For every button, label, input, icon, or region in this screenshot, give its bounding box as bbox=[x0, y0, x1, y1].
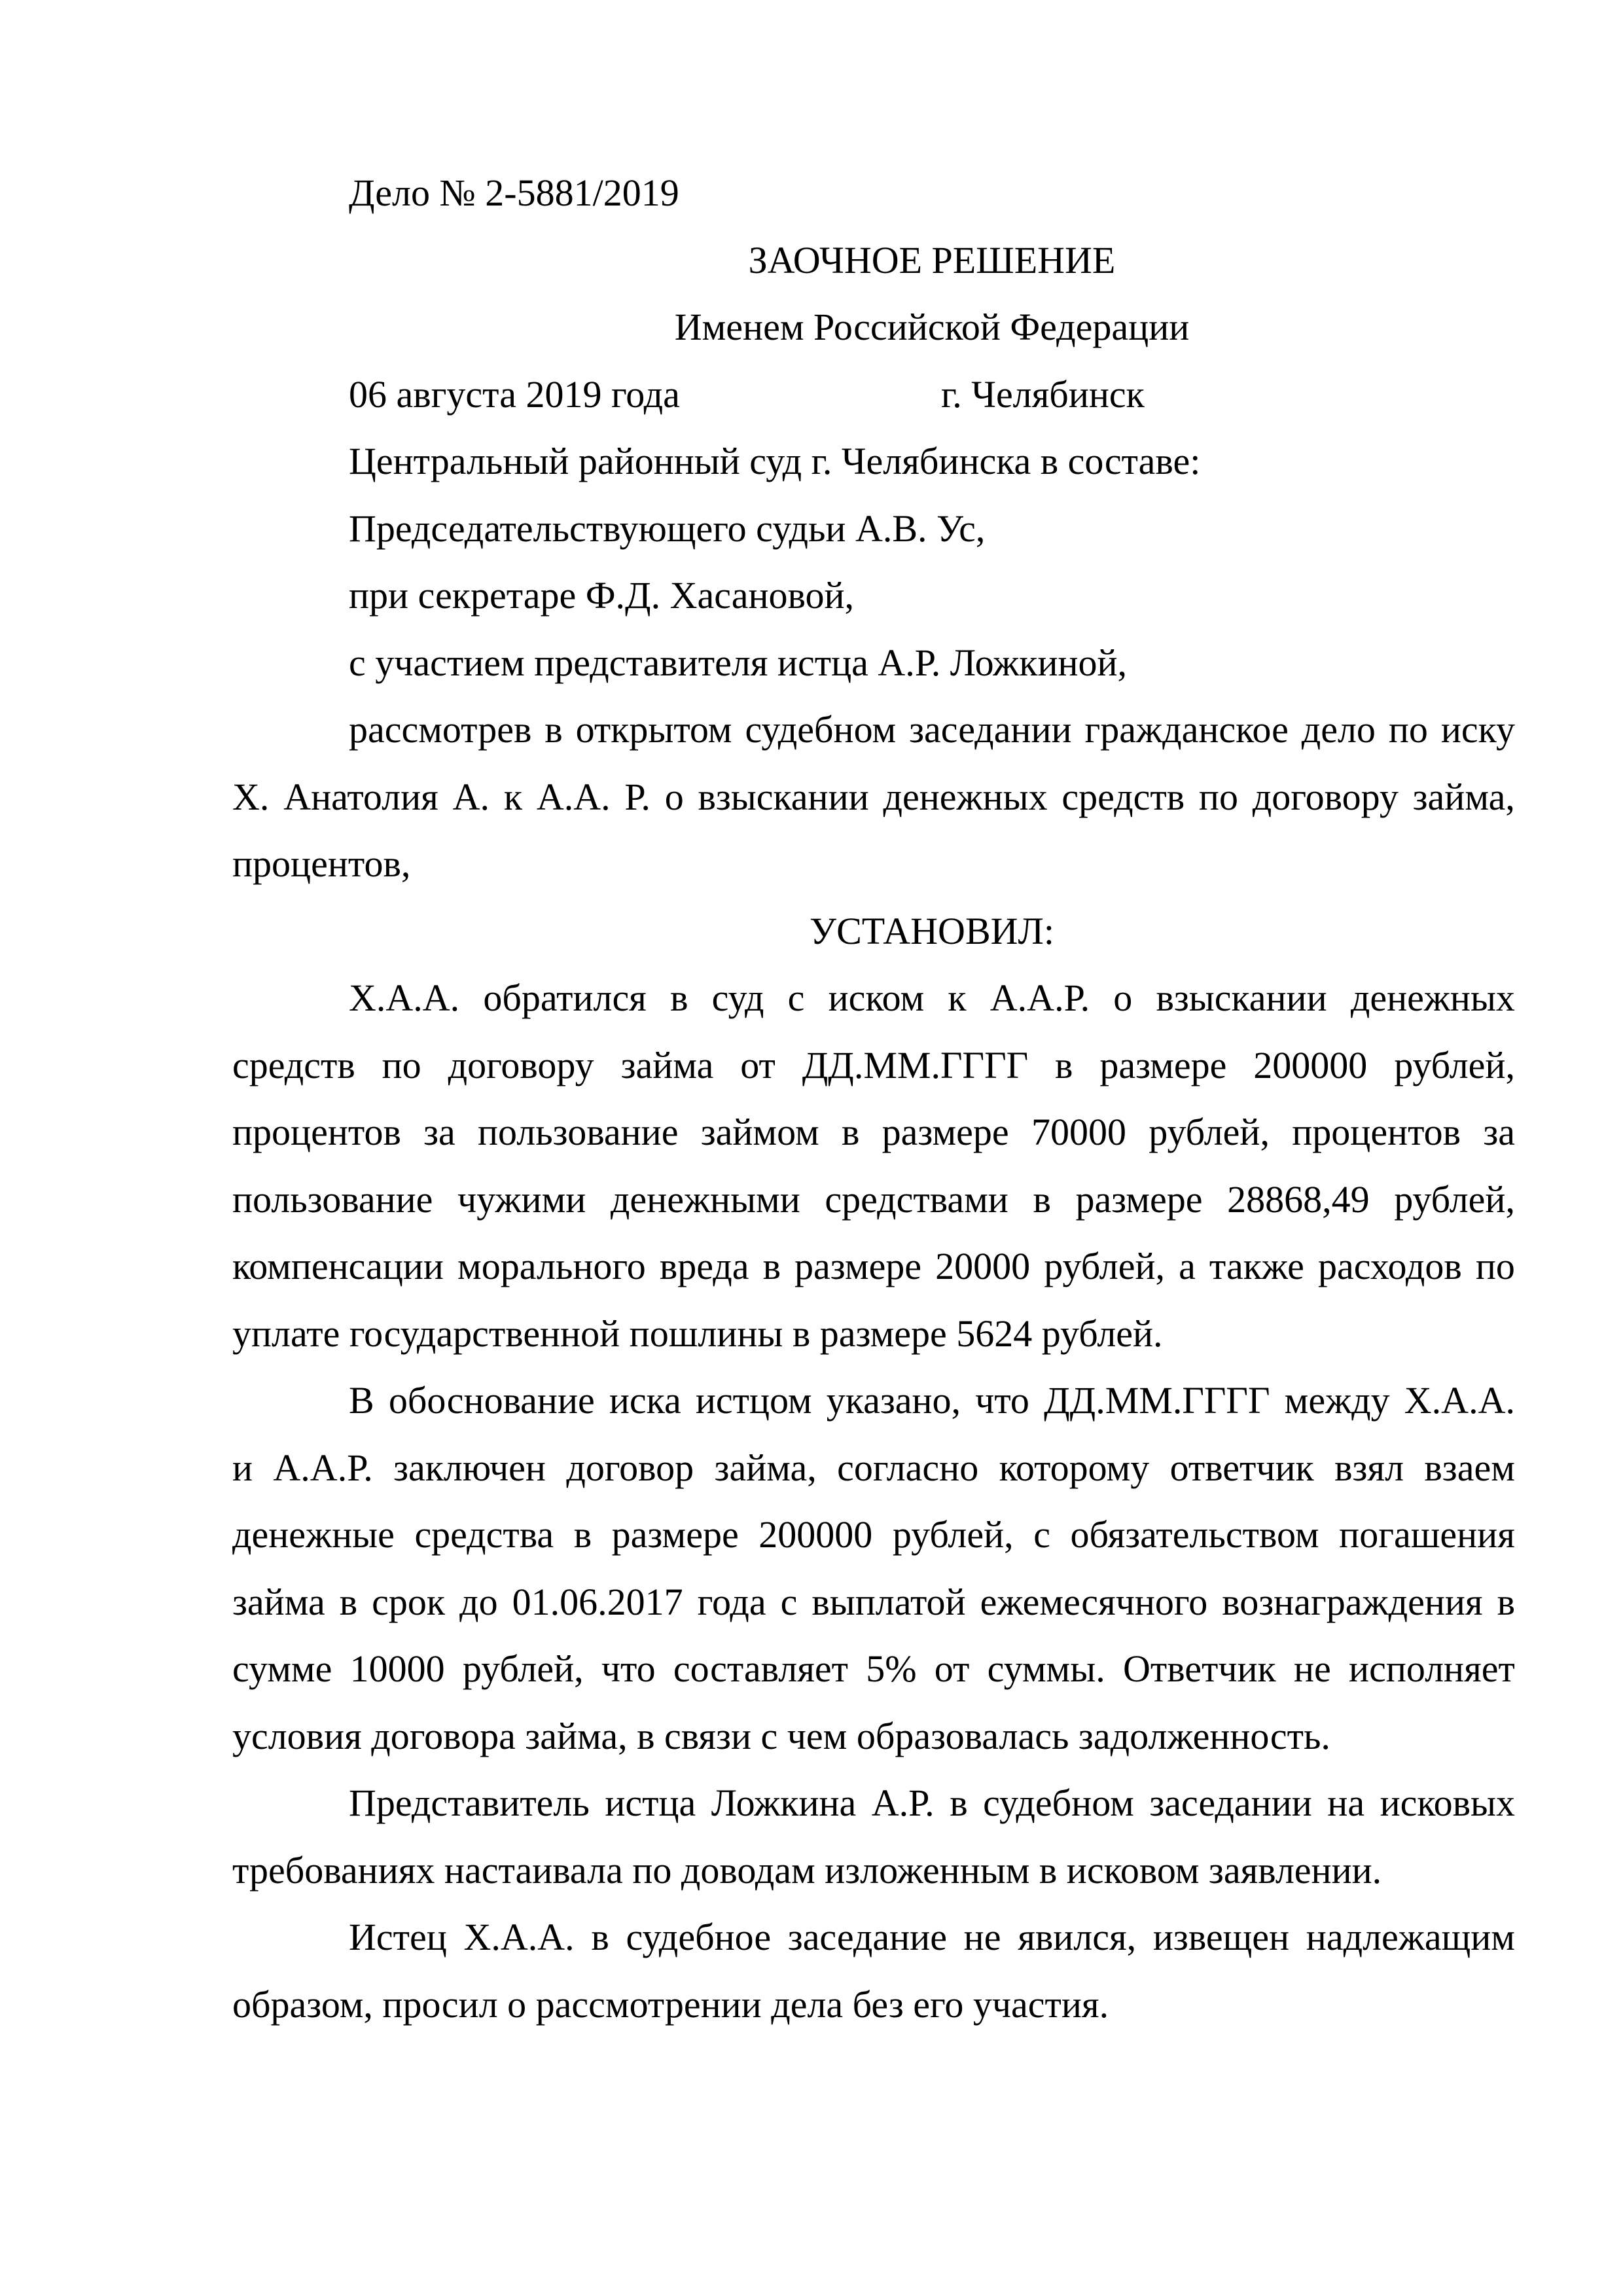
word: не bbox=[963, 1916, 1001, 1958]
word: исковых bbox=[1380, 1782, 1515, 1824]
word: размере bbox=[794, 1245, 922, 1287]
word: взыскании bbox=[698, 775, 869, 818]
word: процентов bbox=[1292, 1111, 1461, 1153]
word: составляет bbox=[673, 1647, 848, 1690]
document-line bbox=[232, 965, 1515, 1032]
word: ДД.ММ.ГГГГ bbox=[802, 1043, 1029, 1086]
word: иска bbox=[609, 1379, 681, 1422]
word: погашения bbox=[1339, 1513, 1515, 1556]
document-line: требованиях настаивала по доводам изложенным в исковом заявлении. bbox=[232, 1848, 1382, 1892]
word: в bbox=[762, 1245, 781, 1287]
word: 28868,49 bbox=[1227, 1177, 1370, 1221]
document-line: Дело № 2-5881/2019 bbox=[349, 171, 679, 214]
word: срок bbox=[372, 1580, 446, 1623]
word: о bbox=[1113, 977, 1133, 1019]
word: взаем bbox=[1424, 1446, 1515, 1489]
word: размере bbox=[611, 1513, 739, 1556]
word: выплатой bbox=[812, 1580, 966, 1623]
word: вознаграждения bbox=[1222, 1580, 1483, 1623]
word: в bbox=[841, 1111, 860, 1153]
word: по bbox=[1475, 1245, 1515, 1287]
word: А.А.Р. bbox=[273, 1446, 373, 1489]
word: Х.А.А. bbox=[1404, 1379, 1515, 1422]
word: истца bbox=[605, 1782, 696, 1824]
word: а bbox=[1179, 1245, 1196, 1287]
word: исполняет bbox=[1349, 1647, 1515, 1690]
word: по bbox=[382, 1043, 421, 1086]
word: в bbox=[544, 708, 563, 751]
document-line bbox=[232, 1569, 1515, 1636]
word: договору bbox=[1252, 775, 1399, 818]
word: денежными bbox=[610, 1177, 800, 1221]
word: к bbox=[503, 775, 523, 818]
word: в bbox=[1055, 1043, 1073, 1086]
word: обоснование bbox=[388, 1379, 595, 1422]
word: в bbox=[950, 1782, 968, 1824]
word: в bbox=[1497, 1580, 1515, 1623]
word: расходов bbox=[1318, 1245, 1462, 1287]
word: за bbox=[1483, 1111, 1515, 1153]
word: гражданское bbox=[1084, 708, 1289, 751]
word: Х.А.А. bbox=[349, 977, 460, 1019]
word: с bbox=[787, 977, 805, 1019]
word: компенсации bbox=[232, 1245, 444, 1287]
document-line: Председательствующего судьи А.В. Ус, bbox=[349, 507, 986, 550]
word: 01.06.2017 bbox=[512, 1580, 683, 1623]
word: займа, bbox=[1412, 775, 1515, 818]
word: денежных bbox=[1350, 977, 1515, 1019]
word: указано, bbox=[826, 1379, 961, 1422]
word: судебное bbox=[626, 1916, 772, 1958]
word: в bbox=[1033, 1177, 1051, 1221]
word: суммы. bbox=[987, 1647, 1105, 1690]
word: В bbox=[349, 1379, 374, 1422]
document-body bbox=[232, 160, 1515, 2038]
decision-date: 06 августа 2019 года bbox=[349, 372, 680, 416]
word: договор bbox=[566, 1446, 694, 1489]
word: между bbox=[1284, 1379, 1390, 1422]
word: которому bbox=[999, 1446, 1150, 1489]
word: не bbox=[1294, 1647, 1331, 1690]
document-line: условия договора займа, в связи с чем образовалась задолженность. bbox=[232, 1714, 1330, 1757]
word: размере bbox=[1075, 1177, 1203, 1221]
word: истцом bbox=[695, 1379, 812, 1422]
word: что bbox=[601, 1647, 656, 1690]
decision-city: г. Челябинск bbox=[941, 372, 1145, 416]
word: судебном bbox=[983, 1782, 1134, 1824]
word: с bbox=[780, 1580, 798, 1623]
word: в bbox=[339, 1580, 358, 1623]
word: размере bbox=[882, 1111, 1009, 1153]
word: также bbox=[1209, 1245, 1304, 1287]
word: займа bbox=[620, 1043, 714, 1086]
word: Ложкина bbox=[711, 1782, 857, 1824]
document-line: Центральный районный суд г. Челябинска в составе: bbox=[349, 440, 1201, 482]
word: рублей, bbox=[462, 1647, 584, 1690]
word: Представитель bbox=[349, 1782, 590, 1824]
document-line bbox=[232, 361, 1515, 429]
document-line bbox=[232, 1367, 1515, 1435]
word: от bbox=[740, 1043, 776, 1086]
word: до bbox=[459, 1580, 498, 1623]
word: заседании bbox=[1149, 1782, 1312, 1824]
document-line bbox=[232, 1636, 1515, 1703]
word: рублей, bbox=[1149, 1111, 1270, 1153]
word: рублей, bbox=[1394, 1177, 1515, 1221]
word: в bbox=[670, 977, 688, 1019]
document-line bbox=[232, 1032, 1515, 1100]
word: А.А.Р. bbox=[990, 977, 1090, 1019]
word: денежных bbox=[883, 775, 1048, 818]
word: Ответчик bbox=[1122, 1647, 1276, 1690]
word: суд bbox=[711, 977, 764, 1019]
document-line: при секретаре Ф.Д. Хасановой, bbox=[349, 574, 855, 617]
document-line: УСТАНОВИЛ: bbox=[810, 909, 1054, 952]
word: обязательством bbox=[1070, 1513, 1319, 1556]
word: А.А. bbox=[536, 775, 611, 818]
word: Истец bbox=[349, 1916, 447, 1958]
word: на bbox=[1327, 1782, 1365, 1824]
word: с bbox=[1033, 1513, 1050, 1556]
word: в bbox=[573, 1513, 592, 1556]
document-line: образом, просил о рассмотрении дела без его участия. bbox=[232, 1982, 1109, 2026]
word: надлежащим bbox=[1306, 1916, 1515, 1958]
document-line: уплате государственной пошлины в размере 5624 рублей. bbox=[232, 1312, 1163, 1355]
word: 70000 bbox=[1031, 1111, 1126, 1153]
word: обратился bbox=[483, 977, 647, 1019]
word: иском bbox=[828, 977, 925, 1019]
word: дело bbox=[1301, 708, 1376, 751]
word: средства bbox=[414, 1513, 554, 1556]
word: в bbox=[591, 1916, 609, 1958]
word: согласно bbox=[837, 1446, 979, 1489]
word: извещен bbox=[1152, 1916, 1290, 1958]
word: рублей, bbox=[1044, 1245, 1165, 1287]
word: размере bbox=[1099, 1043, 1227, 1086]
word: Х. bbox=[232, 775, 270, 818]
word: рассмотрев bbox=[349, 708, 532, 751]
word: ответчик bbox=[1169, 1446, 1314, 1489]
word: пользование bbox=[478, 1111, 679, 1153]
document-line bbox=[232, 1233, 1515, 1300]
word: пользование bbox=[232, 1177, 433, 1221]
word: взыскании bbox=[1156, 977, 1327, 1019]
word: 200000 bbox=[758, 1513, 873, 1556]
word: 20000 bbox=[935, 1245, 1031, 1287]
word: что bbox=[975, 1379, 1029, 1422]
document-line: процентов, bbox=[232, 842, 411, 885]
word: от bbox=[934, 1647, 970, 1690]
word: рублей, bbox=[1394, 1043, 1515, 1086]
document-line bbox=[232, 1904, 1515, 1971]
word: по bbox=[1198, 775, 1238, 818]
word: иску bbox=[1440, 708, 1515, 751]
document-line: Именем Российской Федерации bbox=[674, 306, 1190, 348]
word: сумме bbox=[232, 1647, 332, 1690]
word: открытом bbox=[575, 708, 732, 751]
word: средств bbox=[232, 1043, 355, 1086]
document-line bbox=[232, 1099, 1515, 1166]
word: явился, bbox=[1018, 1916, 1137, 1958]
word: денежные bbox=[232, 1513, 395, 1556]
word: Х.А.А. bbox=[463, 1916, 575, 1958]
word: заключен bbox=[393, 1446, 546, 1489]
word: взял bbox=[1334, 1446, 1404, 1489]
word: и bbox=[232, 1446, 253, 1489]
word: 200000 bbox=[1253, 1043, 1368, 1086]
word: средств bbox=[1061, 775, 1185, 818]
document-line bbox=[232, 1166, 1515, 1234]
word: 10000 bbox=[349, 1647, 445, 1690]
document-line bbox=[232, 1770, 1515, 1837]
word: о bbox=[664, 775, 684, 818]
word: чужими bbox=[457, 1177, 586, 1221]
word: займа, bbox=[714, 1446, 817, 1489]
word: заседание bbox=[787, 1916, 947, 1958]
document-line bbox=[232, 1435, 1515, 1502]
word: займа bbox=[232, 1580, 325, 1623]
word: вреда bbox=[659, 1245, 749, 1287]
document-line bbox=[232, 1501, 1515, 1569]
word: ДД.ММ.ГГГГ bbox=[1044, 1379, 1270, 1422]
word: договору bbox=[448, 1043, 594, 1086]
word: за bbox=[423, 1111, 455, 1153]
word: к bbox=[948, 977, 967, 1019]
word: средствами bbox=[825, 1177, 1008, 1221]
document-line bbox=[232, 696, 1515, 764]
word: А. bbox=[452, 775, 490, 818]
word: года bbox=[697, 1580, 766, 1623]
word: судебном bbox=[745, 708, 897, 751]
word: 5% bbox=[866, 1647, 917, 1690]
word: рублей, bbox=[892, 1513, 1014, 1556]
document-line: ЗАОЧНОЕ РЕШЕНИЕ bbox=[748, 238, 1116, 281]
word: ежемесячного bbox=[980, 1580, 1208, 1623]
word: по bbox=[1388, 708, 1428, 751]
document-line bbox=[232, 764, 1515, 831]
word: морального bbox=[457, 1245, 646, 1287]
word: А.Р. bbox=[871, 1782, 935, 1824]
word: Р. bbox=[624, 775, 651, 818]
word: Анатолия bbox=[283, 775, 438, 818]
word: займом bbox=[700, 1111, 819, 1153]
document-line: с участием представителя истца А.Р. Ложкиной, bbox=[349, 641, 1128, 684]
word: процентов bbox=[232, 1111, 401, 1153]
word: заседании bbox=[909, 708, 1072, 751]
